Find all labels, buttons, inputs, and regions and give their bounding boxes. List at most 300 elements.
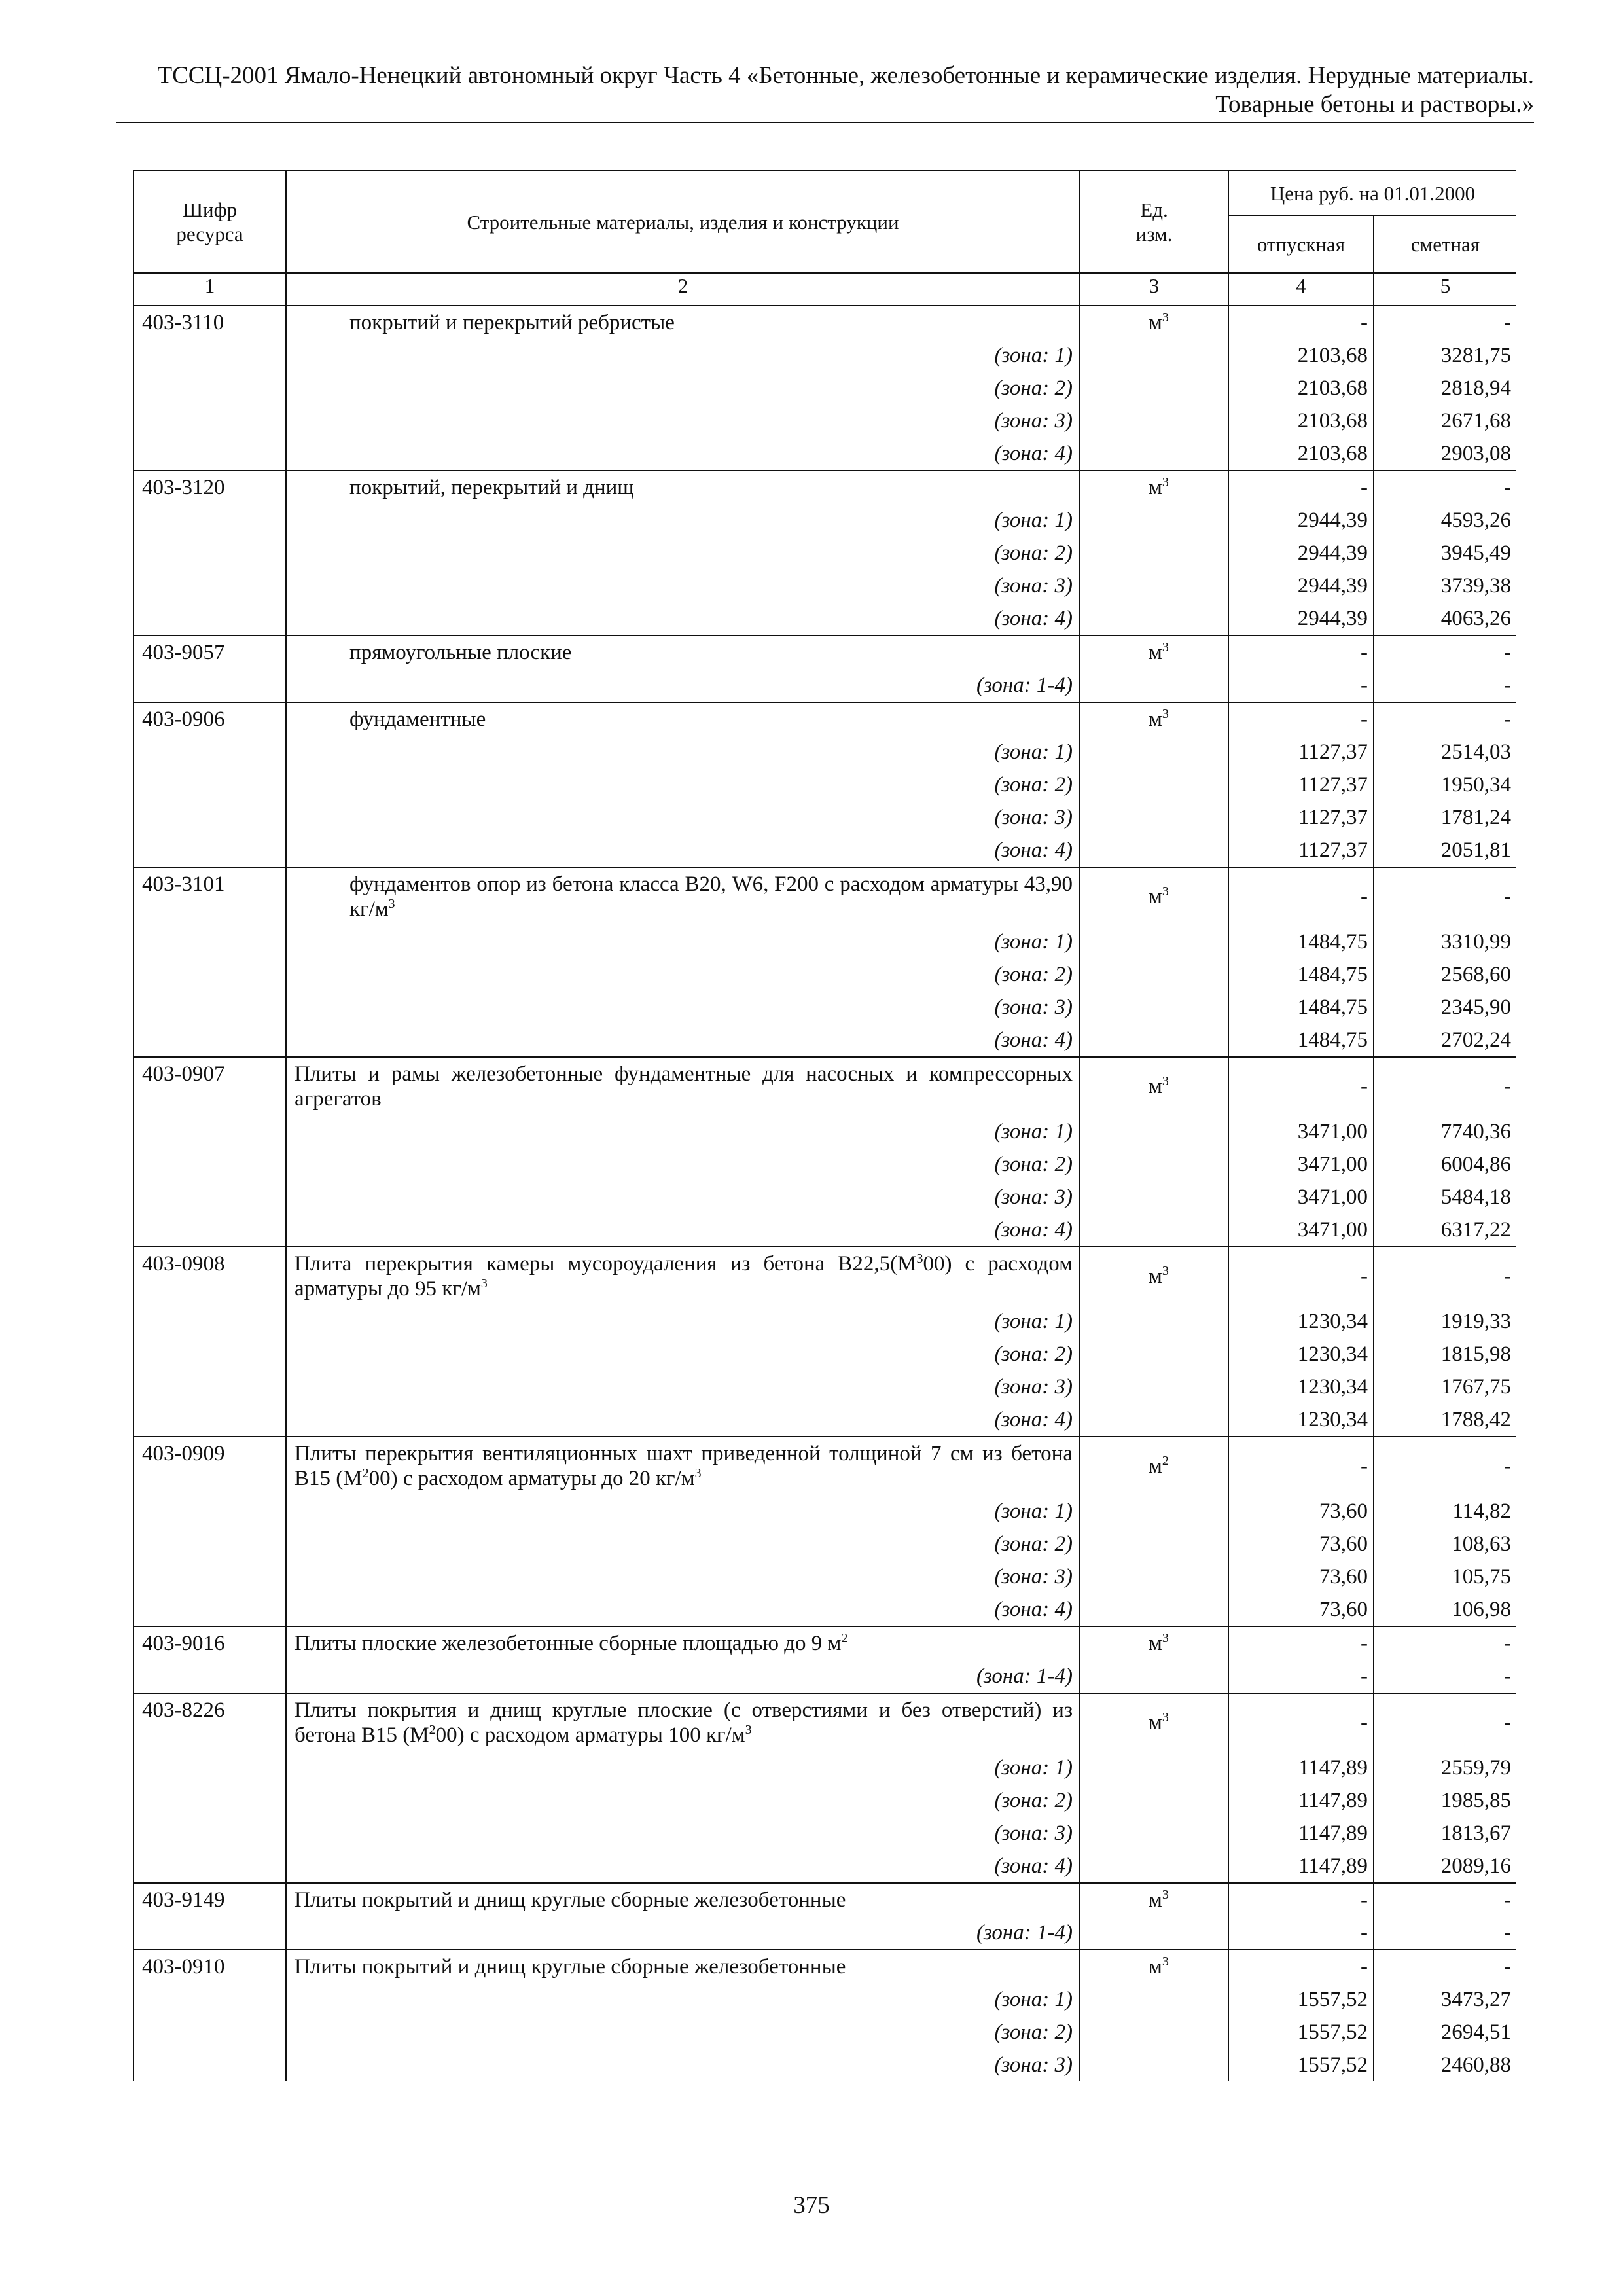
unit-of-measure: [1080, 702, 1228, 736]
zone-label: (зона: 3): [286, 1371, 1080, 1403]
resource-code: 403-0908: [134, 1247, 286, 1305]
unit-text: м: [1149, 1632, 1162, 1655]
zone-label: (зона: 1): [286, 925, 1080, 958]
zone-release-price: 1557,52: [1228, 1983, 1374, 2016]
zone-estimate-price: 2671,68: [1374, 404, 1516, 437]
zone-estimate-price: 2051,81: [1374, 834, 1516, 867]
zone-release-price: 2103,68: [1228, 437, 1374, 471]
release-price: -: [1228, 1693, 1374, 1751]
zone-estimate-price: 7740,36: [1374, 1115, 1516, 1148]
zone-code-cell: [134, 339, 286, 372]
zone-estimate-price: 5484,18: [1374, 1181, 1516, 1213]
zone-release-price: 73,60: [1228, 1560, 1374, 1593]
zone-estimate-price: 1781,24: [1374, 801, 1516, 834]
zone-row: [134, 1850, 1516, 1883]
column-header-name: Строительные материалы, изделия и конструкции: [286, 171, 1080, 273]
zone-unit-cell: [1080, 602, 1228, 636]
table-row: [134, 702, 1516, 736]
release-price: -: [1228, 702, 1374, 736]
estimate-price: -: [1374, 1693, 1516, 1751]
column-header-code: [134, 171, 286, 273]
table-row: [134, 1693, 1516, 1751]
zone-release-price: 3471,00: [1228, 1115, 1374, 1148]
resource-code: 403-3101: [134, 867, 286, 925]
estimate-price: -: [1374, 1883, 1516, 1916]
zone-row: [134, 834, 1516, 867]
zone-unit-cell: [1080, 801, 1228, 834]
unit-exponent: 3: [1162, 1074, 1169, 1088]
zone-unit-cell: [1080, 1148, 1228, 1181]
zone-label: (зона: 3): [286, 1560, 1080, 1593]
table-row: [134, 1247, 1516, 1305]
table-body: [134, 273, 1516, 2081]
zone-code-cell: [134, 1850, 286, 1883]
zone-row: [134, 1528, 1516, 1560]
release-price: -: [1228, 306, 1374, 339]
zone-release-price: 2103,68: [1228, 404, 1374, 437]
table-row: [134, 1057, 1516, 1115]
zone-unit-cell: [1080, 1338, 1228, 1371]
exponent: 3: [916, 1251, 923, 1266]
zone-code-cell: [134, 1751, 286, 1784]
zone-estimate-price: 2460,88: [1374, 2049, 1516, 2081]
column-numbers-row: [134, 273, 1516, 306]
material-name-text: 00) с расходом арматуры 100 кг/м: [435, 1723, 745, 1747]
zone-code-cell: [134, 1338, 286, 1371]
zone-row: [134, 602, 1516, 636]
zone-estimate-price: 106,98: [1374, 1593, 1516, 1626]
zone-row: [134, 1213, 1516, 1247]
zone-estimate-price: 2089,16: [1374, 1850, 1516, 1883]
zone-release-price: 1484,75: [1228, 958, 1374, 991]
zone-label: (зона: 4): [286, 437, 1080, 471]
zone-label: (зона: 1-4): [286, 1916, 1080, 1950]
zone-code-cell: [134, 669, 286, 702]
unit-of-measure: [1080, 1437, 1228, 1495]
unit-exponent: 3: [1162, 1710, 1169, 1725]
zone-row: [134, 1305, 1516, 1338]
header-line-1: ТССЦ-2001 Ямало-Ненецкий автономный округ Часть 4 «Бетонные, железобетонные и керамические изделия. Нерудные материалы.: [157, 62, 1534, 89]
material-name: [286, 636, 1080, 669]
zone-release-price: 1557,52: [1228, 2049, 1374, 2081]
zone-estimate-price: 3945,49: [1374, 537, 1516, 569]
material-name-text: 00) с расходом арматуры до 20 кг/м: [368, 1467, 695, 1490]
zone-estimate-price: 2903,08: [1374, 437, 1516, 471]
zone-unit-cell: [1080, 1751, 1228, 1784]
zone-code-cell: [134, 504, 286, 537]
resource-code: 403-8226: [134, 1693, 286, 1751]
zone-release-price: 1127,37: [1228, 834, 1374, 867]
zone-code-cell: [134, 1817, 286, 1850]
zone-unit-cell: [1080, 1983, 1228, 2016]
column-header-estimate-price: сметная: [1374, 215, 1516, 273]
zone-label: (зона: 1): [286, 1305, 1080, 1338]
zone-code-cell: [134, 372, 286, 404]
zone-release-price: -: [1228, 1660, 1374, 1693]
zone-label: (зона: 4): [286, 1213, 1080, 1247]
zone-row: [134, 925, 1516, 958]
zone-unit-cell: [1080, 925, 1228, 958]
zone-estimate-price: 4063,26: [1374, 602, 1516, 636]
zone-estimate-price: 1788,42: [1374, 1403, 1516, 1437]
unit-text: м: [1149, 1955, 1162, 1979]
zone-release-price: 1230,34: [1228, 1371, 1374, 1403]
unit-text: м: [1149, 476, 1162, 499]
column-number: 2: [286, 273, 1080, 306]
zone-label: (зона: 2): [286, 537, 1080, 569]
material-name: [286, 702, 1080, 736]
zone-code-cell: [134, 958, 286, 991]
unit-of-measure: [1080, 1950, 1228, 1983]
zone-code-cell: [134, 1916, 286, 1950]
resource-code: 403-0909: [134, 1437, 286, 1495]
zone-unit-cell: [1080, 569, 1228, 602]
zone-row: [134, 1371, 1516, 1403]
zone-label: (зона: 4): [286, 602, 1080, 636]
zone-unit-cell: [1080, 1305, 1228, 1338]
zone-estimate-price: 2514,03: [1374, 736, 1516, 768]
unit-text: м: [1149, 1454, 1162, 1478]
exponent: 3: [480, 1276, 488, 1291]
zone-code-cell: [134, 437, 286, 471]
zone-row: [134, 1495, 1516, 1528]
zone-release-price: 1127,37: [1228, 736, 1374, 768]
zone-row: [134, 1115, 1516, 1148]
zone-code-cell: [134, 736, 286, 768]
unit-of-measure: [1080, 306, 1228, 339]
column-number: 5: [1374, 273, 1516, 306]
zone-label: (зона: 4): [286, 1024, 1080, 1057]
zone-label: (зона: 4): [286, 1403, 1080, 1437]
unit-exponent: 3: [1162, 884, 1169, 899]
zone-code-cell: [134, 1213, 286, 1247]
resource-code: 403-0907: [134, 1057, 286, 1115]
unit-exponent: 3: [1162, 1954, 1169, 1969]
zone-row: [134, 1751, 1516, 1784]
zone-row: [134, 1181, 1516, 1213]
zone-estimate-price: 2345,90: [1374, 991, 1516, 1024]
price-table-container: [133, 170, 1516, 2105]
zone-unit-cell: [1080, 834, 1228, 867]
unit-exponent: 3: [1162, 1888, 1169, 1902]
unit-text: м: [1149, 641, 1162, 664]
zone-label: (зона: 2): [286, 372, 1080, 404]
zone-label: (зона: 2): [286, 2016, 1080, 2049]
column-number: 4: [1228, 273, 1374, 306]
zone-unit-cell: [1080, 1850, 1228, 1883]
zone-unit-cell: [1080, 958, 1228, 991]
price-table: [133, 170, 1516, 2081]
zone-row: [134, 991, 1516, 1024]
zone-unit-cell: [1080, 1660, 1228, 1693]
zone-label: (зона: 2): [286, 1784, 1080, 1817]
table-row: [134, 471, 1516, 504]
zone-code-cell: [134, 801, 286, 834]
zone-estimate-price: 1813,67: [1374, 1817, 1516, 1850]
zone-release-price: 3471,00: [1228, 1213, 1374, 1247]
zone-row: [134, 1403, 1516, 1437]
zone-code-cell: [134, 1983, 286, 2016]
zone-label: (зона: 2): [286, 1338, 1080, 1371]
unit-text: м: [1149, 1075, 1162, 1098]
material-name: [286, 1437, 1080, 1495]
zone-release-price: 1230,34: [1228, 1403, 1374, 1437]
zone-estimate-price: 1815,98: [1374, 1338, 1516, 1371]
zone-row: [134, 2049, 1516, 2081]
zone-release-price: 1147,89: [1228, 1817, 1374, 1850]
zone-code-cell: [134, 1403, 286, 1437]
release-price: -: [1228, 1437, 1374, 1495]
zone-unit-cell: [1080, 2049, 1228, 2081]
zone-release-price: 73,60: [1228, 1593, 1374, 1626]
release-price: -: [1228, 1950, 1374, 1983]
resource-code: 403-3110: [134, 306, 286, 339]
estimate-price: -: [1374, 1057, 1516, 1115]
zone-release-price: 1147,89: [1228, 1850, 1374, 1883]
zone-code-cell: [134, 404, 286, 437]
table-row: [134, 1437, 1516, 1495]
material-name-text: Плиты плоские железобетонные сборные площадью до 9 м: [294, 1632, 842, 1655]
zone-row: [134, 801, 1516, 834]
zone-row: [134, 504, 1516, 537]
table-row: [134, 1883, 1516, 1916]
zone-row: [134, 1593, 1516, 1626]
zone-release-price: 2944,39: [1228, 569, 1374, 602]
zone-release-price: 1484,75: [1228, 991, 1374, 1024]
header-line-2: Товарные бетоны и растворы.»: [1215, 91, 1534, 118]
zone-estimate-price: 1767,75: [1374, 1371, 1516, 1403]
material-name-text: Плиты покрытий и днищ круглые сборные железобетонные: [294, 1955, 846, 1979]
zone-estimate-price: 2694,51: [1374, 2016, 1516, 2049]
unit-text: м: [1149, 885, 1162, 908]
zone-unit-cell: [1080, 736, 1228, 768]
zone-code-cell: [134, 2016, 286, 2049]
material-name-text: 00) с расходом арматуры до 95 кг/м: [294, 1252, 1073, 1300]
material-name-text: Плиты и рамы железобетонные фундаментные для насосных и компрессорных агрегатов: [294, 1062, 1073, 1111]
zone-code-cell: [134, 1560, 286, 1593]
unit-of-measure: [1080, 1057, 1228, 1115]
zone-row: [134, 958, 1516, 991]
release-price: -: [1228, 1057, 1374, 1115]
header-rule: [116, 122, 1534, 123]
release-price: -: [1228, 867, 1374, 925]
unit-text: м: [1149, 1265, 1162, 1288]
zone-release-price: 1147,89: [1228, 1784, 1374, 1817]
zone-estimate-price: 6004,86: [1374, 1148, 1516, 1181]
zone-code-cell: [134, 1305, 286, 1338]
estimate-price: -: [1374, 636, 1516, 669]
exponent: 2: [841, 1631, 848, 1645]
zone-release-price: -: [1228, 1916, 1374, 1950]
estimate-price: -: [1374, 306, 1516, 339]
zone-unit-cell: [1080, 991, 1228, 1024]
zone-row: [134, 1784, 1516, 1817]
material-name-text: фундаментные: [349, 708, 486, 731]
page-header: [116, 62, 1534, 119]
zone-code-cell: [134, 1181, 286, 1213]
zone-estimate-price: -: [1374, 1660, 1516, 1693]
estimate-price: -: [1374, 867, 1516, 925]
zone-estimate-price: 4593,26: [1374, 504, 1516, 537]
zone-label: (зона: 3): [286, 569, 1080, 602]
zone-unit-cell: [1080, 1371, 1228, 1403]
zone-release-price: 3471,00: [1228, 1181, 1374, 1213]
zone-row: [134, 1660, 1516, 1693]
material-name: [286, 1693, 1080, 1751]
zone-estimate-price: 1950,34: [1374, 768, 1516, 801]
zone-unit-cell: [1080, 404, 1228, 437]
zone-unit-cell: [1080, 768, 1228, 801]
zone-label: (зона: 2): [286, 1528, 1080, 1560]
zone-estimate-price: -: [1374, 1916, 1516, 1950]
release-price: -: [1228, 1626, 1374, 1660]
material-name: [286, 1883, 1080, 1916]
zone-code-cell: [134, 1495, 286, 1528]
estimate-price: -: [1374, 1626, 1516, 1660]
zone-code-cell: [134, 1528, 286, 1560]
zone-row: [134, 339, 1516, 372]
zone-estimate-price: 108,63: [1374, 1528, 1516, 1560]
zone-unit-cell: [1080, 1916, 1228, 1950]
zone-row: [134, 736, 1516, 768]
zone-label: (зона: 3): [286, 991, 1080, 1024]
zone-unit-cell: [1080, 339, 1228, 372]
zone-release-price: 1230,34: [1228, 1305, 1374, 1338]
zone-code-cell: [134, 1115, 286, 1148]
release-price: -: [1228, 636, 1374, 669]
zone-unit-cell: [1080, 1024, 1228, 1057]
zone-code-cell: [134, 2049, 286, 2081]
zone-estimate-price: 1985,85: [1374, 1784, 1516, 1817]
zone-release-price: 1127,37: [1228, 801, 1374, 834]
zone-label: (зона: 3): [286, 2049, 1080, 2081]
zone-label: (зона: 3): [286, 1181, 1080, 1213]
zone-release-price: 1557,52: [1228, 2016, 1374, 2049]
zone-estimate-price: 3473,27: [1374, 1983, 1516, 2016]
zone-label: (зона: 3): [286, 404, 1080, 437]
unit-of-measure: [1080, 1693, 1228, 1751]
zone-estimate-price: 105,75: [1374, 1560, 1516, 1593]
zone-estimate-price: 1919,33: [1374, 1305, 1516, 1338]
zone-label: (зона: 1): [286, 1495, 1080, 1528]
resource-code: 403-9016: [134, 1626, 286, 1660]
material-name-text: фундаментов опор из бетона класса В20, W6, F200 с расходом арматуры 43,90 кг/м: [349, 872, 1073, 921]
unit-exponent: 3: [1162, 1631, 1169, 1645]
zone-unit-cell: [1080, 2016, 1228, 2049]
table-row: [134, 306, 1516, 339]
zone-code-cell: [134, 991, 286, 1024]
zone-unit-cell: [1080, 1560, 1228, 1593]
zone-label: (зона: 1-4): [286, 669, 1080, 702]
release-price: -: [1228, 471, 1374, 504]
material-name: [286, 1626, 1080, 1660]
zone-release-price: 1484,75: [1228, 925, 1374, 958]
material-name: [286, 1247, 1080, 1305]
unit-exponent: 3: [1162, 310, 1169, 325]
zone-label: (зона: 1): [286, 1983, 1080, 2016]
zone-row: [134, 669, 1516, 702]
unit-exponent: 3: [1162, 475, 1169, 490]
exponent: 3: [388, 897, 395, 911]
zone-label: (зона: 4): [286, 1850, 1080, 1883]
material-name: [286, 867, 1080, 925]
material-name-text: Плита перекрытия камеры мусороудаления из бетона В22,5(М: [294, 1252, 917, 1276]
exponent: 3: [694, 1466, 702, 1480]
zone-code-cell: [134, 1660, 286, 1693]
zone-row: [134, 1560, 1516, 1593]
unit-text: м: [1149, 708, 1162, 731]
zone-estimate-price: 6317,22: [1374, 1213, 1516, 1247]
zone-label: (зона: 3): [286, 1817, 1080, 1850]
zone-release-price: 73,60: [1228, 1528, 1374, 1560]
zone-row: [134, 537, 1516, 569]
resource-code: 403-0906: [134, 702, 286, 736]
material-name-text: покрытий, перекрытий и днищ: [349, 476, 634, 499]
unit-exponent: 3: [1162, 640, 1169, 655]
resource-code: 403-0910: [134, 1950, 286, 1983]
table-row: [134, 1950, 1516, 1983]
material-name-text: Плиты покрытий и днищ круглые сборные железобетонные: [294, 1888, 846, 1912]
zone-label: (зона: 1): [286, 504, 1080, 537]
material-name-text: прямоугольные плоские: [349, 641, 572, 664]
zone-release-price: 1127,37: [1228, 768, 1374, 801]
zone-release-price: 2103,68: [1228, 372, 1374, 404]
zone-row: [134, 372, 1516, 404]
material-name: [286, 306, 1080, 339]
zone-code-cell: [134, 602, 286, 636]
unit-of-measure: [1080, 471, 1228, 504]
column-header-unit-label: Ед. изм.: [1135, 198, 1173, 245]
material-name-text: покрытий и перекрытий ребристые: [349, 311, 675, 334]
release-price: -: [1228, 1883, 1374, 1916]
zone-label: (зона: 1): [286, 339, 1080, 372]
unit-exponent: 3: [1162, 707, 1169, 721]
zone-estimate-price: 3281,75: [1374, 339, 1516, 372]
zone-code-cell: [134, 1784, 286, 1817]
zone-unit-cell: [1080, 1213, 1228, 1247]
zone-unit-cell: [1080, 372, 1228, 404]
resource-code: 403-9149: [134, 1883, 286, 1916]
estimate-price: -: [1374, 1437, 1516, 1495]
column-header-release-price: отпускная: [1228, 215, 1374, 273]
zone-estimate-price: 2702,24: [1374, 1024, 1516, 1057]
resource-code: 403-3120: [134, 471, 286, 504]
zone-code-cell: [134, 1371, 286, 1403]
unit-of-measure: [1080, 1247, 1228, 1305]
zone-unit-cell: [1080, 1784, 1228, 1817]
unit-of-measure: [1080, 867, 1228, 925]
zone-release-price: 2103,68: [1228, 339, 1374, 372]
table-row: [134, 1626, 1516, 1660]
zone-estimate-price: 3739,38: [1374, 569, 1516, 602]
zone-row: [134, 1148, 1516, 1181]
zone-release-price: 73,60: [1228, 1495, 1374, 1528]
zone-unit-cell: [1080, 537, 1228, 569]
table-row: [134, 867, 1516, 925]
zone-code-cell: [134, 1148, 286, 1181]
zone-row: [134, 768, 1516, 801]
unit-exponent: 3: [1162, 1264, 1169, 1278]
exponent: 3: [745, 1723, 752, 1737]
column-header-unit: [1080, 171, 1228, 273]
material-name: [286, 471, 1080, 504]
zone-unit-cell: [1080, 437, 1228, 471]
zone-estimate-price: 2818,94: [1374, 372, 1516, 404]
zone-label: (зона: 2): [286, 1148, 1080, 1181]
column-header-price-group: Цена руб. на 01.01.2000: [1228, 171, 1516, 215]
zone-unit-cell: [1080, 1495, 1228, 1528]
zone-estimate-price: 114,82: [1374, 1495, 1516, 1528]
